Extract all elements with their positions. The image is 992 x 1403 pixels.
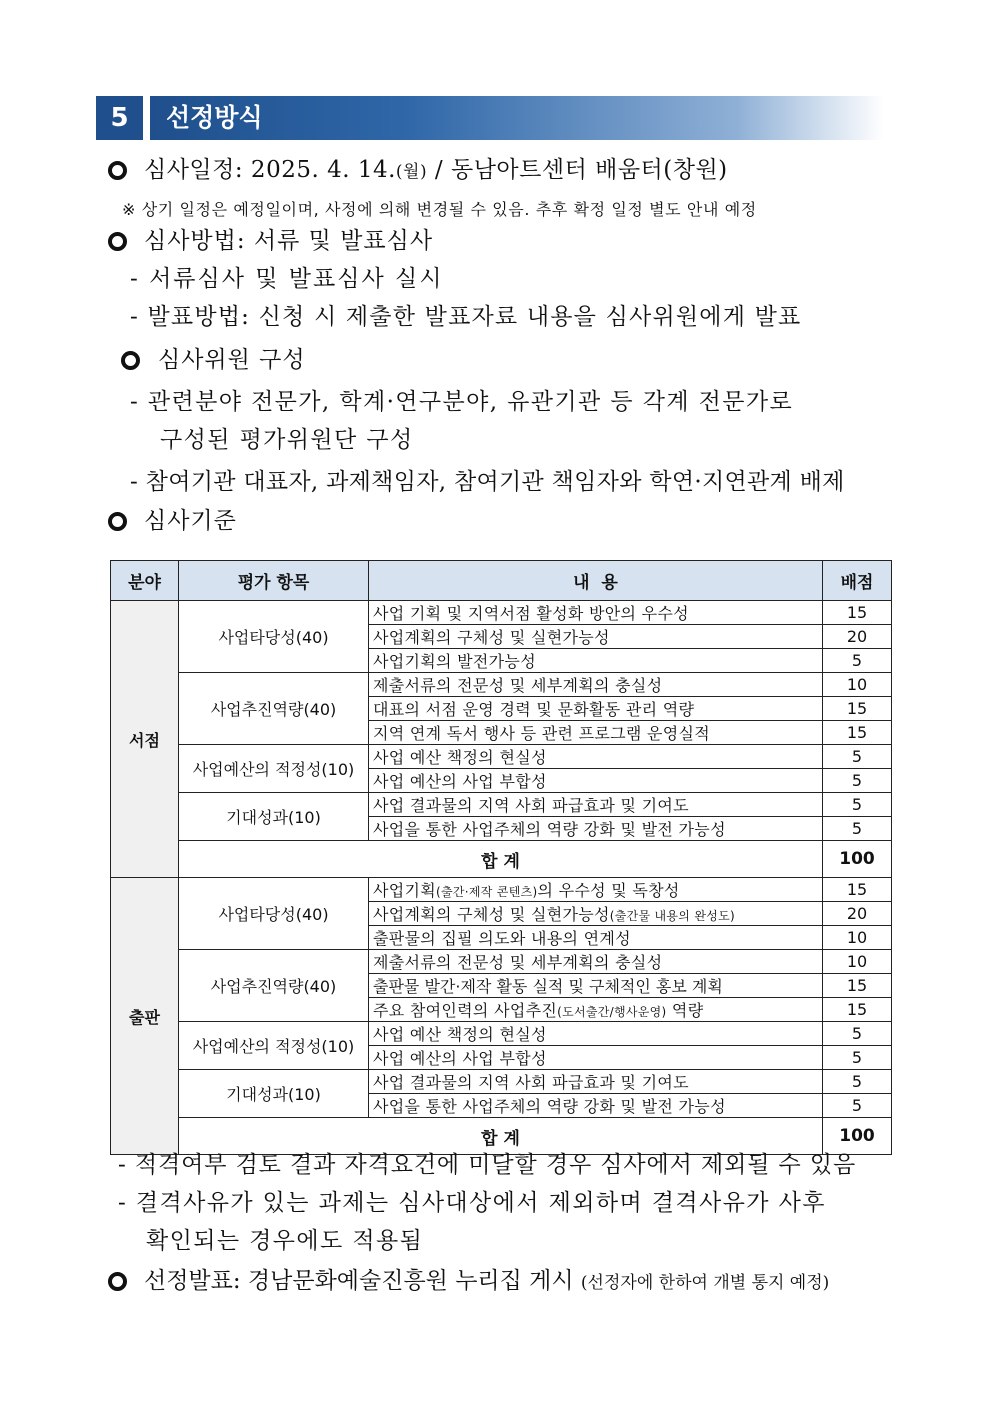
content-cell: 사업 기획 및 지역서점 활성화 방안의 우수성 — [369, 601, 823, 625]
score-cell: 5 — [823, 649, 892, 673]
item-cell: 사업추진역량(40) — [179, 950, 369, 1022]
content-cell: 사업기획의 발전가능성 — [369, 649, 823, 673]
item-cell: 기대성과(10) — [179, 1070, 369, 1118]
table-row — [111, 601, 892, 625]
committee-item: - 관련분야 전문가, 학계·연구분야, 유관기관 등 각계 전문가로 — [130, 389, 794, 415]
item-cell: 사업추진역량(40) — [179, 673, 369, 745]
announcement-line — [144, 1266, 829, 1298]
item-cell: 사업예산의 적정성(10) — [179, 1022, 369, 1070]
sum-total: 100 — [823, 841, 892, 878]
content-cell: 사업을 통한 사업주체의 역량 강화 및 발전 가능성 — [369, 1094, 823, 1118]
score-cell: 20 — [823, 625, 892, 649]
score-cell: 15 — [823, 998, 892, 1022]
circle-bullet-icon — [108, 1272, 127, 1291]
disqualify-item: - 결격사유가 있는 과제는 심사대상에서 제외하며 결격사유가 사후 — [118, 1190, 826, 1216]
item-cell: 사업타당성(40) — [179, 601, 369, 673]
content-cell: 지역 연계 독서 행사 등 관련 프로그램 운영실적 — [369, 721, 823, 745]
score-cell: 15 — [823, 974, 892, 998]
announcement-label: 선정발표: 경남문화예술진흥원 누리집 게시 — [144, 1268, 581, 1294]
sum-total: 100 — [823, 1118, 892, 1155]
score-cell: 5 — [823, 1046, 892, 1070]
circle-bullet-icon — [108, 512, 127, 531]
criteria-title: 심사기준 — [144, 508, 237, 534]
score-cell: 15 — [823, 601, 892, 625]
score-cell: 5 — [823, 1070, 892, 1094]
score-cell: 5 — [823, 793, 892, 817]
field-cell: 서점 — [111, 601, 179, 878]
sum-label: 합 계 — [179, 1118, 823, 1155]
score-cell: 5 — [823, 769, 892, 793]
announcement-note: (선정자에 한하여 개별 통지 예정) — [580, 1273, 830, 1293]
section-header — [96, 96, 884, 140]
method-item: - 발표방법: 신청 시 제출한 발표자료 내용을 심사위원에게 발표 — [130, 304, 802, 330]
section-number: 5 — [96, 96, 143, 140]
header-field: 분야 — [111, 561, 179, 601]
circle-bullet-icon — [121, 351, 140, 370]
item-cell: 사업타당성(40) — [179, 878, 369, 950]
content-cell: 제출서류의 전문성 및 세부계획의 충실성 — [369, 950, 823, 974]
score-cell: 20 — [823, 902, 892, 926]
score-cell: 15 — [823, 721, 892, 745]
score-cell: 10 — [823, 673, 892, 697]
table-header-row — [111, 561, 892, 601]
content-cell: 사업 예산 책정의 현실성 — [369, 745, 823, 769]
score-cell: 10 — [823, 926, 892, 950]
content-cell: 사업기획(출간·제작 콘텐츠)의 우수성 및 독창성 — [369, 878, 823, 902]
header-item: 평가 항목 — [179, 561, 369, 601]
header-score: 배점 — [823, 561, 892, 601]
circle-bullet-icon — [108, 161, 127, 180]
content-cell: 출판물 발간·제작 활동 실적 및 구체적인 홍보 계획 — [369, 974, 823, 998]
method-item: - 서류심사 및 발표심사 실시 — [130, 266, 444, 292]
field-cell: 출판 — [111, 878, 179, 1155]
score-cell: 15 — [823, 878, 892, 902]
content-cell: 제출서류의 전문성 및 세부계획의 충실성 — [369, 673, 823, 697]
table-row — [111, 1070, 892, 1094]
circle-bullet-icon — [108, 232, 127, 251]
content-cell: 사업 결과물의 지역 사회 파급효과 및 기여도 — [369, 1070, 823, 1094]
content-cell: 사업 결과물의 지역 사회 파급효과 및 기여도 — [369, 793, 823, 817]
schedule-label: 심사일정: 2025. 4. 14. — [144, 157, 396, 183]
score-cell: 5 — [823, 1094, 892, 1118]
score-cell: 5 — [823, 745, 892, 769]
score-cell: 5 — [823, 1022, 892, 1046]
schedule-note: ※ 상기 일정은 예정일이며, 사정에 의해 변경될 수 있음. 추후 확정 일정 별도 안내 예정 — [122, 200, 757, 219]
schedule-day: (월) — [395, 162, 428, 182]
committee-item-cont: 구성된 평가위원단 구성 — [160, 427, 414, 453]
content-cell: 대표의 서점 운영 경력 및 문화활동 관리 역량 — [369, 697, 823, 721]
table-row — [111, 793, 892, 817]
content-cell: 사업 예산의 사업 부합성 — [369, 769, 823, 793]
table-row — [111, 1022, 892, 1046]
table-row — [111, 745, 892, 769]
header-content: 내 용 — [369, 561, 823, 601]
content-cell: 사업을 통한 사업주체의 역량 강화 및 발전 가능성 — [369, 817, 823, 841]
table-row — [111, 950, 892, 974]
schedule-place: / 동남아트센터 배움터(창원) — [427, 157, 728, 183]
score-cell: 10 — [823, 950, 892, 974]
table-row — [111, 673, 892, 697]
sum-row — [111, 841, 892, 878]
score-cell: 15 — [823, 697, 892, 721]
item-cell: 사업예산의 적정성(10) — [179, 745, 369, 793]
table-row — [111, 878, 892, 902]
content-cell: 주요 참여인력의 사업추진(도서출간/행사운영) 역량 — [369, 998, 823, 1022]
content-cell: 사업 예산 책정의 현실성 — [369, 1022, 823, 1046]
evaluation-table — [110, 560, 892, 1155]
score-cell: 5 — [823, 817, 892, 841]
content-cell: 출판물의 집필 의도와 내용의 연계성 — [369, 926, 823, 950]
sum-label: 합 계 — [179, 841, 823, 878]
committee-title: 심사위원 구성 — [158, 347, 306, 373]
content-cell: 사업 예산의 사업 부합성 — [369, 1046, 823, 1070]
disqualify-item: - 적격여부 검토 결과 자격요건에 미달할 경우 심사에서 제외될 수 있음 — [118, 1152, 857, 1178]
sum-row — [111, 1118, 892, 1155]
method-title: 심사방법: 서류 및 발표심사 — [144, 228, 434, 254]
committee-item: - 참여기관 대표자, 과제책임자, 참여기관 책임자와 학연·지연관계 배제 — [130, 469, 845, 495]
content-cell: 사업계획의 구체성 및 실현가능성(출간물 내용의 완성도) — [369, 902, 823, 926]
content-cell: 사업계획의 구체성 및 실현가능성 — [369, 625, 823, 649]
schedule-line — [144, 155, 728, 187]
disqualify-item-cont: 확인되는 경우에도 적용됨 — [146, 1228, 424, 1254]
section-title: 선정방식 — [166, 103, 263, 132]
item-cell: 기대성과(10) — [179, 793, 369, 841]
